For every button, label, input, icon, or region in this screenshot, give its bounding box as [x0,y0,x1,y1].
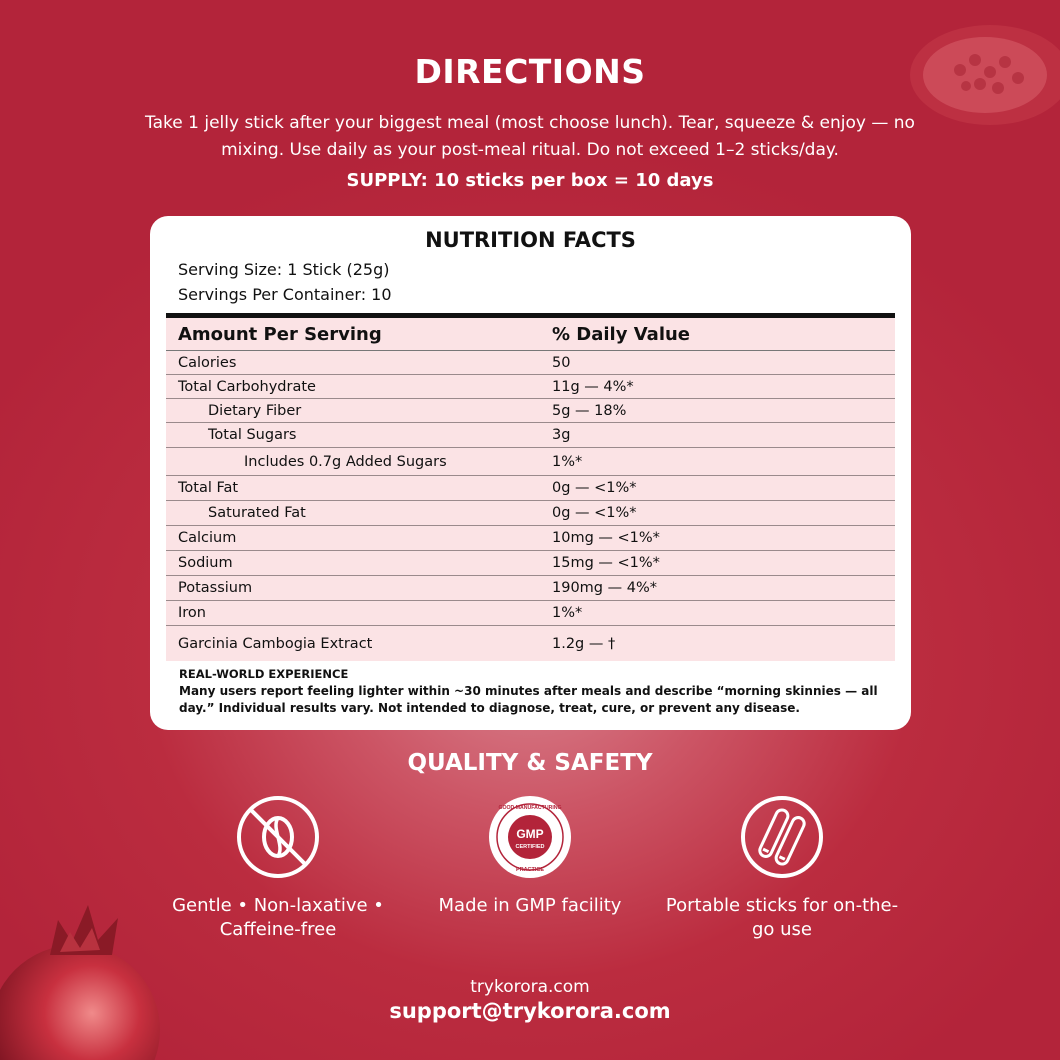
nutrition-table [166,313,895,661]
nutrition-row [166,399,895,423]
nutrient-name: Dietary Fiber [208,402,302,419]
gmp-badge-sub: CERTIFIED [515,844,545,850]
nutrition-row [166,526,895,551]
nutrition-row [166,351,895,375]
gmp-badge-mid: GMP [516,827,544,841]
feature-caffeine-free [158,794,398,942]
nutrient-value: 50 [552,354,571,371]
nutrient-name: Total Carbohydrate [178,378,316,395]
nutrient-value: 190mg — 4%* [552,580,657,596]
nutrition-row [166,626,895,661]
nutrient-value: 15mg — <1%* [552,555,660,571]
nutrient-name: Total Sugars [208,427,297,443]
no-caffeine-icon [235,794,321,880]
nutrition-row [166,375,895,399]
nutrient-value: 10mg — <1%* [552,530,660,546]
nutrient-value: 0g — <1%* [552,480,637,496]
gmp-badge-icon [487,794,573,880]
quality-safety-title: QUALITY & SAFETY [407,750,653,776]
directions-title: DIRECTIONS [414,52,646,91]
nutrient-value: 5g — 18% [552,402,627,419]
nutrient-value: 1%* [552,605,583,621]
sticks-icon [739,794,825,880]
nutrition-row [166,423,895,448]
nutrient-value: 11g — 4%* [552,378,634,395]
note-title: REAL-WORLD EXPERIENCE [179,667,349,681]
feature-portable [662,794,902,942]
real-world-note [179,666,889,717]
serving-size: Serving Size: 1 Stick (25g) [178,260,390,279]
nutrient-name: Saturated Fat [208,505,306,521]
nutrition-row [166,476,895,501]
note-text: Many users report feeling lighter within ~30 minutes after meals and describe “morning skinnies — all day.” Individual results vary. Not intended to diagnose, treat, cure, or prevent any disease. [179,684,878,715]
nutrition-row [166,551,895,576]
serving-info [178,257,392,307]
nutrient-name: Calcium [178,530,237,546]
nutrient-name: Garcinia Cambogia Extract [178,635,373,652]
directions-text: Take 1 jelly stick after your biggest meal (most choose lunch). Tear, squeeze & enjoy — no mixing. Use daily as your post-meal ritual. Do not exceed 1–2 sticks/day. [145,113,915,160]
nutrient-name: Calories [178,354,237,371]
daily-value-header: % Daily Value [552,323,691,345]
nutrient-name: Potassium [178,580,253,596]
nutrition-row [166,501,895,526]
nutrient-value: 1.2g — † [552,635,616,652]
nutrient-value: 0g — <1%* [552,505,637,521]
nutrient-name: Total Fat [178,480,239,496]
support-email-link[interactable]: support@trykorora.com [389,999,671,1023]
amount-header: Amount Per Serving [178,323,382,345]
nutrition-row [166,448,895,476]
gmp-badge-bottom: PRACTICE [515,867,545,873]
footer [0,977,1060,1023]
nutrition-row [166,601,895,626]
supply-text: SUPPLY: 10 sticks per box = 10 days [346,170,714,191]
nutrition-header-row [166,318,895,351]
nutrition-row [166,576,895,601]
feature-label: Portable sticks for on-the-go use [665,895,899,940]
website-link[interactable]: trykorora.com [470,977,590,997]
servings-per-container: Servings Per Container: 10 [178,285,392,304]
nutrient-value: 3g [552,427,571,443]
nutrient-value: 1%* [552,453,583,470]
nutrient-name: Iron [178,605,206,621]
feature-label: Made in GMP facility [438,895,622,916]
feature-gmp [410,794,650,918]
nutrition-facts-title: NUTRITION FACTS [425,228,636,252]
gmp-badge-top: GOOD MANUFACTURING [498,805,562,811]
nutrient-name: Includes 0.7g Added Sugars [244,453,447,470]
feature-label: Gentle • Non-laxative • Caffeine-free [172,895,384,940]
nutrition-facts-card [150,216,911,730]
nutrient-name: Sodium [178,555,233,571]
